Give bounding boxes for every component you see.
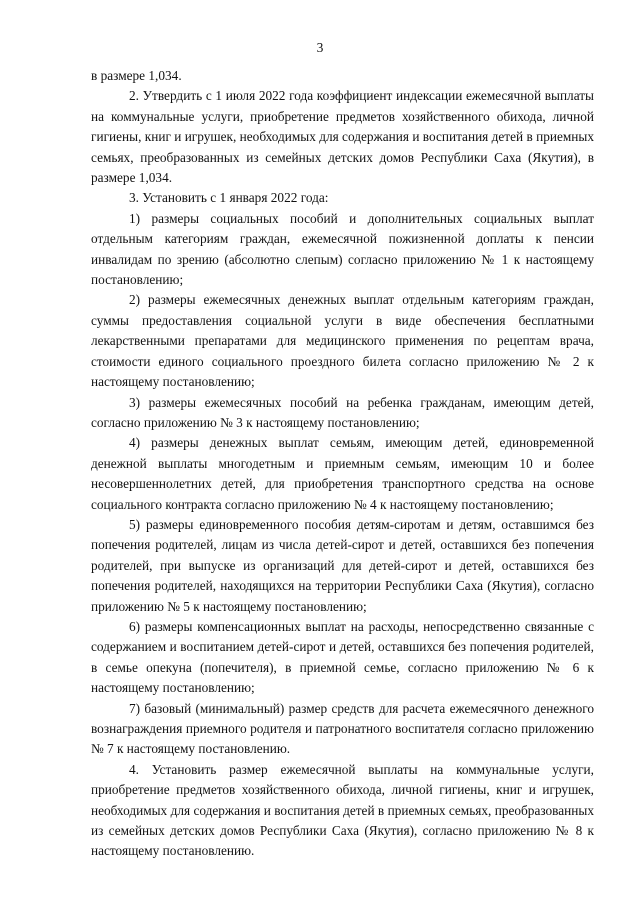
document-body — [91, 66, 594, 862]
paragraph-subitem-2: 2) размеры ежемесячных денежных выплат отдельным категориям граждан, суммы предоставления социальной услуги в виде обеспечения бесплатными лекарственными препаратами для медицинского применения по рецептам врача, стоимости единого социального проездного билета согласно приложению № 2 к настоящему постановлению; — [91, 292, 594, 390]
paragraph-subitem-3: 3) размеры ежемесячных пособий на ребенка гражданам, имеющим детей, согласно приложению № 3 к настоящему постановлению; — [91, 394, 594, 430]
paragraph-subitem-7: 7) базовый (минимальный) размер средств для расчета ежемесячного денежного вознаграждения приемного родителя и патронатного воспитателя согласно приложению № 7 к настоящему постановлению. — [91, 700, 594, 757]
paragraph-subitem-5: 5) размеры единовременного пособия детям-сиротам и детям, оставшимся без попечения родителей, лицам из числа детей-сирот и детей, оставшихся без попечения родителей, при выпуске из организаций для детей-сирот и детей, оставшихся без попечения родителей, находящихся на территории Республики Саха (Якутия), согласно приложению № 5 к настоящему постановлению; — [91, 516, 594, 614]
page-number: 3 — [316, 40, 324, 55]
paragraph-continuation: в размере 1,034. — [91, 68, 182, 83]
paragraph-subitem-4: 4) размеры денежных выплат семьям, имеющим детей, единовременной денежной выплаты многодетным и приемным семьям, имеющим 10 и более несовершеннолетних детей, для приобретения транспортного средства на основе социального контракта согласно приложению № 4 к настоящему постановлению; — [91, 435, 594, 512]
paragraph-subitem-6: 6) размеры компенсационных выплат на расходы, непосредственно связанные с содержанием и воспитанием детей-сирот и детей, оставшихся без попечения родителей, в семье опекуна (попечителя), в приемной семье, согласно приложению № 6 к настоящему постановлению; — [91, 618, 594, 696]
paragraph-item-3: 3. Установить с 1 января 2022 года: — [129, 190, 329, 206]
paragraph-subitem-1: 1) размеры социальных пособий и дополнительных социальных выплат отдельным категориям граждан, ежемесячной пожизненной доплаты к пенсии инвалидам по зрению (абсолютно слепым) согласно приложению № 1 к настоящему постановлению; — [91, 210, 594, 288]
paragraph-item-2: 2. Утвердить с 1 июля 2022 года коэффициент индексации ежемесячной выплаты на коммунальные услуги, приобретение предметов хозяйственного обихода, личной гигиены, книг и игрушек, необходимых для содержания и воспитания детей в приемных семьях, преобразованных из семейных детских домов Республики Саха (Якутия), в размере 1,034. — [91, 88, 594, 186]
paragraph-item-4: 4. Установить размер ежемесячной выплаты на коммунальные услуги, приобретение предметов хозяйственного обихода, личной гигиены, книг и игрушек, необходимых для содержания и воспитания детей в приемных семьях, преобразованных из семейных детских домов Республики Саха (Якутия), согласно приложению № 8 к настоящему постановлению. — [91, 761, 594, 859]
